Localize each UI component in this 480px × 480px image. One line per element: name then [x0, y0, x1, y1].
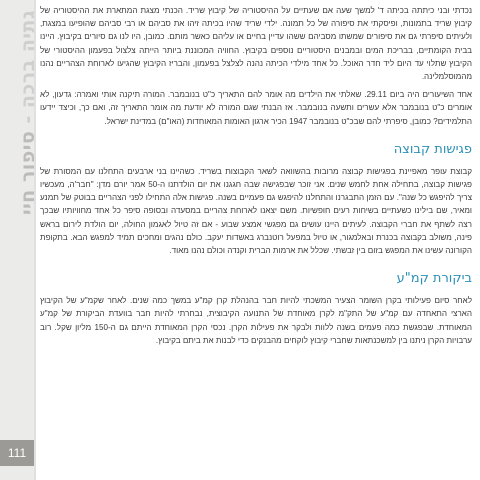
book-title-author: גתיה ברכה -: [17, 10, 39, 131]
book-title-name: סיפור חיי: [17, 130, 39, 216]
section-heading-kama-audit: ביקורת קמ"ע: [396, 271, 472, 287]
kama-audit-paragraph: לאחר סיום פעילותי בקרן השומר הצעיר המשכתי להיות חבר בהנהלת קרן קמ"ע במשך כמה שנים. לאחר שקמ"ע של הקיבוץ הארצי התאחדה עם קמ"ע של התק"מ לקרן מאוחדת של התנועה הקיבוצית, נבחרתי להיות חבר בוועדת הביקורת של קמ"ע המאוחדת. שבפגשת כמה פעמים בשנה ללוות ולבקר את פעילות הקרן. נכסי הקרן המאוחדת הייתם גם ה-150 מליון שקל. רוב ערבויות הקרן ניתנו בין למשכנתאות שחברי קיבוץ לוקחים מהבנקים כדי לבנות את ביתם בקיבוץ.: [40, 296, 473, 345]
book-title-vertical: [17, 10, 39, 215]
page-number: 111: [0, 440, 34, 466]
page-content: [40, 4, 472, 352]
intro-paragraph-1: נכדתי ובני כיתתה בכיתה ד' למשך שעה אם שעתיים על ההיסטוריה של קיבוץ שריד. הכנתי מצגת המתארת את ההיסטוריה של קיבוץ שריד בתמונות, ופיסקתי את סיפורה של כל תמונה. ילדי שריד שהיו בכיתה זיהו את סביהם או רבי סביהם שהופיעו במצגת, ולעיתים סיפרתי גם את סיפורים שמשתו מסביהם ששהו עדיין בחיים או עליהם כאשר מותם. כמובן, היו לנו גם סיורים בקיבוץ. היינו בבית הקומתיים, בבריכת המים ובמבנים היסטוריים נוספים בקיבוץ. החוויה המכוננת ביותר הייתה צלצול בפעמון ההיסטורי של הקיבוץ שתלוי עד היום ליד חדר האוכל. כל אחד מילדי הכיתה נהנה לצלצל בפעמון, והבריז הקיבוץ שהגיעו לארוחת הצהריים נהנו מהמוסלמלינה.: [40, 6, 472, 82]
intro-paragraph-2: אחד השיעורים היה ביום 29.11. שאלתי את הילדים מה אומר להם התאריך כ"ט בנובמבר. המורה תיקנה אותי ואמרה: גדעון, לא אומרים כ"ט בנובמבר אלא עשרים ותשעה בנובמבר. אז הבנתי שגם המורה לא יודעת מה אומר התאריך זה, ואם כך, וכיצד יידעו התלמידים? כמובן, סיפרתי להם שבכ"ט בנובמבר 1947 הכיר ארגון האומות המאוחדות (האו"ם) במדינת ישראל.: [40, 90, 472, 126]
section-heading-group-meetings: פגישות קבוצה: [393, 141, 472, 157]
sidebar-strip: [0, 0, 39, 480]
group-meetings-paragraph: קבוצת עופר מאפיינת בפגישות קבוצה מרובות בהשוואה לשאר הקבוצות בשריד. כשהיינו בני ארבעים התחלנו עם המסורת של פגישות קבוצה, בתחילה אחת לחמש שנים. אני זוכר שבפגישה שבה חגגנו את יום הולדתנו ה-50 אמר יורם מדן: "חבר'ה, מעכשיו צריך להיפגש כל שנה". עם הזמן התבגרנו והתחלנו להיפגש גם פעמיים בשנה. פגישות אלה התחילו לפני הצהריים בבוטק של תמנע ומאיר, שם בילינו כשעתיים בשיחות רעים חופשיות. משם יצאנו לארוחת צהריים במסעדה ובסופה סיפר כל אחד מחוויותיו שבכך רצה לשתף את חברי הקבוצה. לעיתים היינו עושים גם מפגשי אמצע שבוע - אם זה טיול לאגמון החולה, יום הולדת לירום בראש פינה, משולב בקבוצה בכנרת ובאלמגור, או טיול במפעל רוטנברג באשדות יעקב. כולם נהגים ומחכים תמיד למפגש הבא. בתקופת הקורונה עשינו את המפגש בזום בין זבשתי. שכלל את ארמות הברית וקנדה וכולם נהנו מאוד.: [40, 166, 472, 256]
